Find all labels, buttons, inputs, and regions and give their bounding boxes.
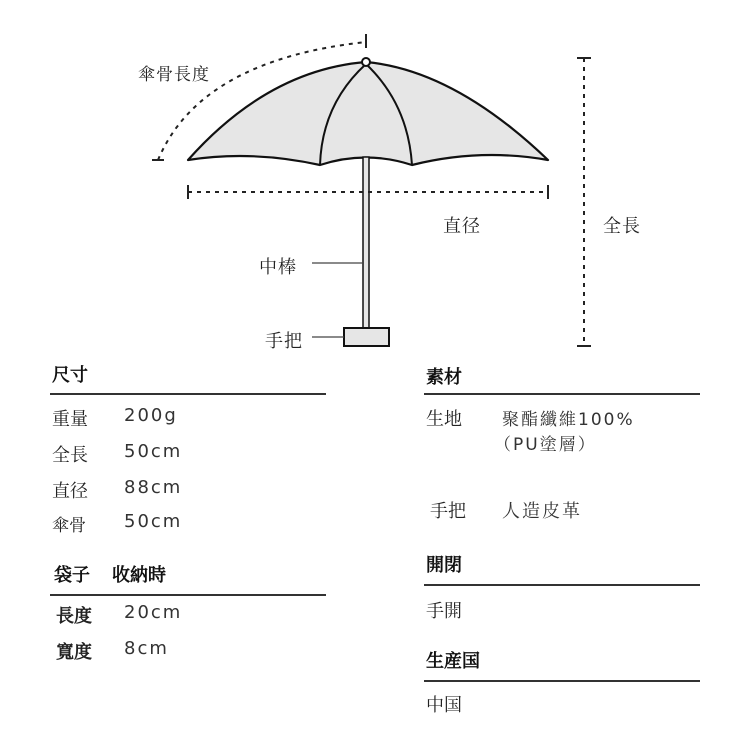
umbrella-diagram [0, 0, 750, 360]
origin-value: 中国 [426, 695, 462, 716]
dimension-key-length: 全長 [52, 445, 88, 466]
material-fabric-coating: （PU塗層） [494, 435, 597, 455]
umbrella-handle [344, 328, 389, 346]
material-fabric-key: 生地 [426, 409, 462, 430]
dimension-value-length: 50cm [124, 441, 183, 462]
material-handle-key: 手把 [430, 501, 466, 522]
dimension-key-diameter: 直径 [52, 481, 88, 502]
handle-label: 手把 [265, 331, 303, 352]
material-handle-value: 人造皮革 [502, 501, 582, 522]
dimension-key-weight: 重量 [52, 409, 88, 430]
bag-title: 袋子 [54, 565, 90, 586]
dimension-value-weight: 200g [124, 405, 178, 426]
total-length-label: 全長 [603, 216, 641, 237]
dimension-key-rib: 傘骨 [52, 516, 86, 536]
dimensions-rule [50, 393, 326, 395]
rib-length-label: 傘骨長度 [138, 65, 210, 85]
dimensions-title: 尺寸 [52, 365, 88, 386]
umbrella-shaft [363, 157, 369, 329]
bag-key-length: 長度 [56, 606, 92, 627]
origin-title: 生産国 [426, 651, 480, 672]
material-rule [424, 393, 700, 395]
dimension-value-rib: 50cm [124, 511, 183, 532]
bag-title-stored: 收納時 [112, 565, 166, 586]
origin-rule [424, 680, 700, 682]
bag-rule [50, 594, 326, 596]
umbrella-tip [362, 58, 370, 66]
material-fabric-value: 聚酯纖維100% [502, 410, 635, 430]
material-title: 素材 [426, 367, 462, 388]
shaft-label: 中棒 [259, 257, 297, 278]
diameter-label: 直径 [443, 216, 481, 237]
bag-key-width: 寬度 [56, 642, 92, 663]
bag-value-width: 8cm [124, 638, 169, 659]
opening-title: 開閉 [426, 555, 462, 576]
umbrella-canopy [188, 62, 548, 165]
opening-value: 手開 [426, 601, 462, 622]
bag-value-length: 20cm [124, 602, 183, 623]
opening-rule [424, 584, 700, 586]
dimension-value-diameter: 88cm [124, 477, 183, 498]
